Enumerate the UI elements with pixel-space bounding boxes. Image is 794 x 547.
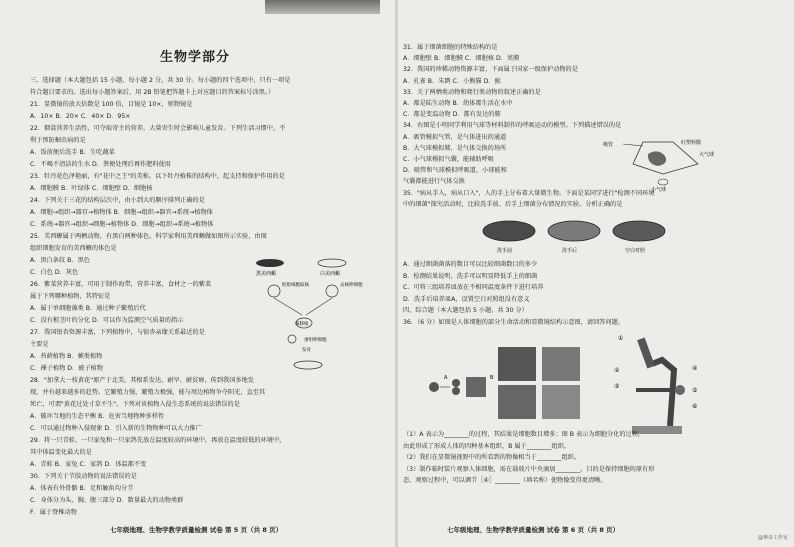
arrow-line-right <box>306 298 332 315</box>
fig-label-recombined: 重组卵细胞 <box>304 338 327 343</box>
recombined-cell-shape <box>288 335 296 343</box>
dish-after-wash <box>548 221 600 241</box>
fig-label-film: 红塑料膜 <box>681 140 702 146</box>
right-page-footer: 七年级地理、生物学教学质量检测 试卷 第 6 页（共 8 页） <box>447 526 620 534</box>
fig-label-small-balloon: 小气球 <box>651 187 667 192</box>
microscope-stage <box>636 388 670 392</box>
question-line: C．小气球模拟气囊，能辅助呼吸 <box>403 156 494 163</box>
salamander-experiment-figure <box>252 253 364 373</box>
question-line: C．可将三组培养皿放在不相同温度条件下进行培养 <box>403 284 544 291</box>
dish-blank-control <box>613 221 665 241</box>
question-line: D．洗手后培养皿A，设置空白对照组没有意义 <box>403 295 530 303</box>
question-line: A．细胞膜 B．叶绿体 C．细胞壁 D．细胞核 <box>30 185 153 192</box>
fig-label-b: B <box>490 375 494 381</box>
question-line: 现，并有越来越多的趋势。它繁殖力强，繁殖力极强，能与周边植物争夺阳光，直至其 <box>30 389 266 396</box>
question-line: 35．"病从手入，病从口入"，人的手上分布着大量微生物。下面是某同学进行"检测不同环境 <box>403 189 655 197</box>
question-line: 三、选择题（本大题包括 15 小题，每小题 2 分，共 30 分。每小题的四个选项中，只有一项是 <box>30 77 291 84</box>
question-line: A．都是陆生动物 B．幼体都生活在水中 <box>403 100 513 107</box>
question-line: 符合题目要求的。选出每小题答案后，用 2B 铅笔把答题卡上对应题目的答案标号涂黑。） <box>30 89 275 96</box>
left-page-footer: 七年级地理、生物学教学质量检测 试卷 第 5 页（共 8 页） <box>110 526 283 534</box>
fig-label-straw: 吸管 <box>603 142 614 148</box>
question-line: 31．属于细菌细胞的特殊结构的是 <box>403 44 498 51</box>
egg-cell-shape <box>326 285 338 297</box>
question-line: 态，观察过程中，可以调节［④］________（填名称）使物像变得更清晰。 <box>403 477 607 484</box>
question-line: 25．美西螈属于两栖动物，有黑白两种体色。科学家利用美西螈做如图所示实验，由图 <box>30 233 267 240</box>
fig-label-enucleated: 去核卵细胞 <box>340 283 363 288</box>
petri-dish-figure <box>479 216 669 256</box>
fig-label-transfer: 核移植 <box>295 322 309 327</box>
question-line: A．细胞壁 B．细胞膜 C．细胞核 D．荚膜 <box>403 55 520 63</box>
white-salamander-shape <box>318 259 346 267</box>
question-line: 32．我国的珍稀动物资源丰富，下面属于国家一级保护动物的是 <box>403 66 578 74</box>
cell-pair-top <box>452 379 460 387</box>
scope-label-2: ② <box>614 367 620 374</box>
watermark-corner: @神奇工作室 <box>757 535 788 541</box>
question-line: 28．"加拿大一枝黄花"原产于北美，其根系发达，耐旱、耐贫瘠，传到我国多地发 <box>30 377 254 384</box>
question-line: 34．右图是小明同学利用气球等材料制作的呼吸运动的模型。下列描述错误的是 <box>403 122 622 130</box>
question-line: A．苔藓植物 B．蕨类植物 <box>30 353 103 360</box>
question-line: 33．关于两栖类动物和爬行类动物的叙述正确的是 <box>403 88 541 96</box>
scope-label-1: ① <box>618 335 624 342</box>
tissue-top-left <box>498 347 536 381</box>
question-line: A．饭前便后洗手 B．生吃蔬菜 <box>30 149 115 156</box>
breathing-model-figure <box>603 134 731 192</box>
question-line: （2）我们在显微镜视野中的所看到的物像相当于________组织。 <box>403 454 581 461</box>
question-line: 27．我国银杏资源丰富，下列植物中，与银杏亲缘关系最近的是 <box>30 329 205 336</box>
cell-pair-bottom <box>452 387 460 395</box>
dish-before-wash <box>483 221 535 241</box>
question-line: 由此形成了形成人体的四种基本组织，B 属于________组织。 <box>403 442 571 450</box>
microscope-arm <box>652 360 674 426</box>
question-line: C．都是变温动物 D．都有发达的肺 <box>403 111 501 119</box>
question-line: A．体表有外骨骼 B．足和触角均分节 <box>30 485 134 492</box>
question-line: C．身体分为头、胸、腹三部分 D．数量最大的动物类群 <box>30 497 184 504</box>
fig-label-big-balloon: 大气球 <box>699 152 715 158</box>
question-line: C．白色 D．灰色 <box>30 269 79 276</box>
question-line: 利于预防蛔虫病的是 <box>30 137 86 144</box>
question-line: 其中体温变化最大的是 <box>30 449 92 456</box>
question-line: F．属于脊椎动物 <box>30 509 77 516</box>
fig-label-white: 白美西螈 <box>320 271 341 277</box>
tissue-bottom-right <box>542 385 580 419</box>
question-line: 气囊都能进行气体交换 <box>403 178 465 186</box>
question-line: B．大气球模拟肺，是气体交换的场所 <box>403 144 507 152</box>
fig-label-after: 洗手后 <box>562 248 578 254</box>
question-line: 23．牡丹花色泽艳丽，有"花中之王"的美称。以下牡丹植株的结构中，起支持和保护作用的是 <box>30 173 285 180</box>
coarse-focus-knob <box>675 385 685 395</box>
scope-label-6: ⑥ <box>692 403 698 410</box>
top-binding-shadow <box>265 0 380 14</box>
question-line: 21．显微镜的放大倍数是 100 倍，目镜是 10×，则物镜是 <box>30 101 193 108</box>
tissue-bottom-left <box>498 385 536 419</box>
fig-label-black: 黑美西螈 <box>256 271 277 277</box>
question-line: （1）A 表示为________的过程，其结果是细胞数目增多；图 B 表示为细胞分化的过程， <box>403 431 645 438</box>
question-line: 死亡，可谓"黄花过处寸草不生"。下列对该植物入侵生态系统的说法错误的是 <box>30 401 240 408</box>
right-page <box>397 0 794 547</box>
question-line: 26．紫菜营养丰富，可用于制作海带，营养丰富，食材之一的紫菜 <box>30 281 212 288</box>
small-balloon-shape <box>658 179 668 185</box>
question-line: D．吸管和气球模拟呼吸道，小球能和 <box>403 167 507 175</box>
question-line: C．裸子植物 D．被子植物 <box>30 365 103 372</box>
tissue-top-right <box>542 347 580 381</box>
scope-label-4: ④ <box>692 365 698 372</box>
fig-label-nucleus: 胚胎细胞取核 <box>282 283 309 288</box>
donor-cell-shape <box>268 285 280 297</box>
black-salamander-shape <box>256 259 284 267</box>
question-line: A．通过细菌菌落的数目可以比较细菌数目的多少 <box>403 261 538 268</box>
question-line: A．青蛙 B．家兔 C．家鸽 D．体温都不变 <box>30 461 147 468</box>
question-line: 36．（6 分）如图是人体细胞的部分生命活动和显微镜结构示意图，请回答问题。 <box>403 318 625 326</box>
question-line: 29．将一只青蛙、一只家兔和一只家鸽先放在温度较高的环境中，再放在温度较低的环境中， <box>30 437 286 444</box>
question-line: 属于下列哪种植物，其特征是 <box>30 293 111 300</box>
question-line: 22．烟盒营养生活性，可夺取寄主的营养，大量寄生时会影响儿童发育。下列生活习惯中，不 <box>30 125 286 132</box>
question-line: （3）制作临时装片观察人体细胞，需在载玻片中央滴加________，目的是保持细胞的原有形 <box>403 465 655 473</box>
scope-label-5: ⑤ <box>692 387 698 394</box>
question-line: C．没有根茎叶的分化 D．可以作为监测空气质量的指示 <box>30 317 184 324</box>
question-line: C．系统→器官→组织→细胞→植物体 D．细胞→组织→系统→植物体 <box>30 221 214 228</box>
question-line: 24．下列关于三花的结构层次中，由小到大的顺序排列正确的是 <box>30 197 205 204</box>
question-line: A．属于单细胞藻类 B．通过种子繁殖后代 <box>30 305 146 312</box>
question-line: 30．下列关于节肢动物的说法错误的是 <box>30 473 137 480</box>
question-line: A．黑白条纹 B．黑色 <box>30 257 90 264</box>
question-line: 四、综合题（本大题包括 5 小题，共 30 分） <box>403 307 528 314</box>
question-line: C．不喝不清洁的生水 D．粪便处理后再作肥料使用 <box>30 161 171 168</box>
question-line: A．吸管模拟气管，是气体进出的通道 <box>403 133 507 141</box>
question-line: A．细胞→组织→器官→植物体 B．细胞→组织→器官→系统→植物体 <box>30 209 213 216</box>
question-line: A．10× B．20× C．40× D．95× <box>30 113 131 120</box>
question-line: C．可以通过物种入侵现象 D．引入新的生物物种可以大力推广 <box>30 425 202 432</box>
label-line-straw <box>623 144 643 146</box>
question-line: A．孔雀 B．朱鹮 C．小熊猫 D．猴 <box>403 77 501 85</box>
question-line: 中的细菌"探究活动时，比较洗手前、后手上细菌分布情况的实验。分析正确的是 <box>403 200 623 208</box>
microscope-tube <box>637 338 655 369</box>
fig-label-a: A <box>444 375 448 381</box>
question-line: B．检测结果说明，洗手可以明显降低手上的细菌 <box>403 272 538 280</box>
fig-label-before: 洗手前 <box>497 248 513 254</box>
offspring-salamander-shape <box>294 361 322 369</box>
microscope-figure <box>612 330 707 440</box>
single-cell <box>429 382 439 392</box>
cell-cluster <box>466 377 486 397</box>
scope-label-3: ③ <box>614 383 620 390</box>
question-line: A．破坏当地的生态平衡 B．危害当地物种多样性 <box>30 413 165 420</box>
question-line: 主要是 <box>30 341 49 348</box>
lung-balloon-shape <box>648 151 666 166</box>
fig-label-control: 空白对照 <box>625 248 646 254</box>
section-title: 生物学部分 <box>160 50 231 65</box>
fig-label-develop: 发育 <box>302 348 311 353</box>
arrow-line-left <box>274 298 302 315</box>
cell-activity-figure <box>422 343 592 423</box>
question-line: 组织细胞发育的美西螈的体色是 <box>30 245 117 252</box>
